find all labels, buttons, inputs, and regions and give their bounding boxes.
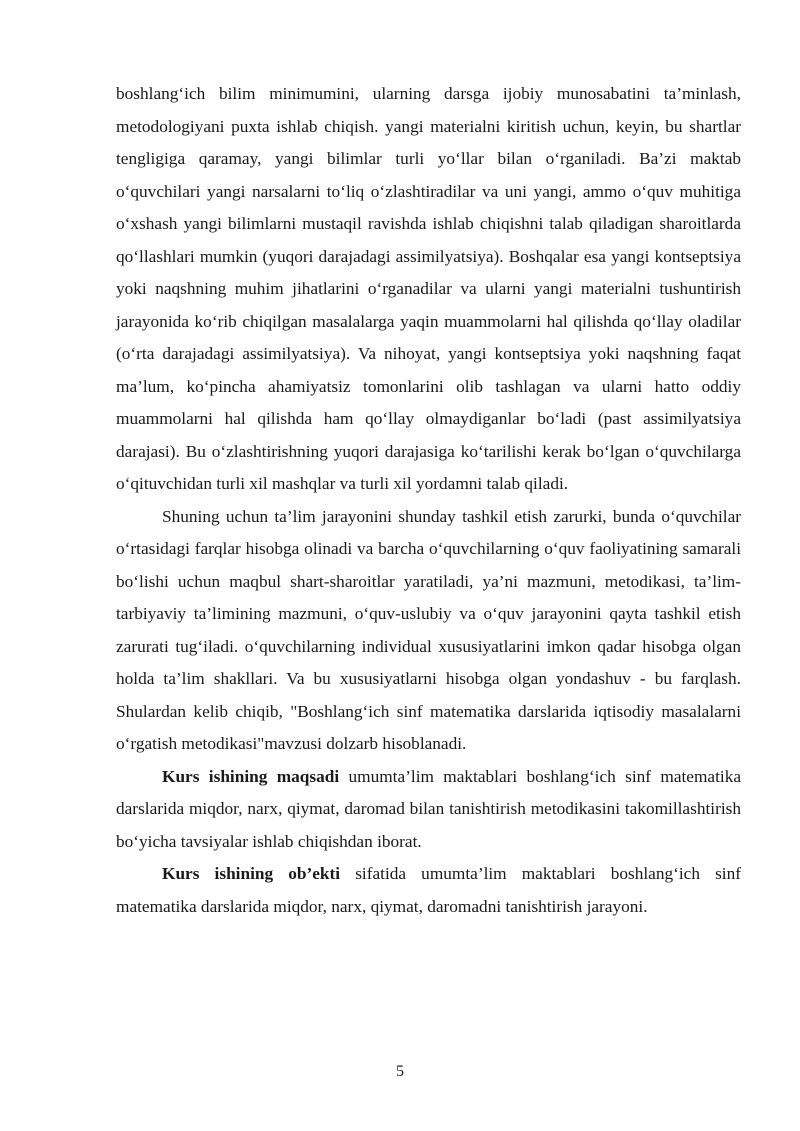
paragraph-text: boshlang‘ich bilim minimumini, ularning darsga ijobiy munosabatini ta’minlash, metodologiyani puxta ishlab chiqish. yangi materialni kiritish uchun, keyin, bu shartlar tengligiga qaramay, yangi bilimlar turli yo‘llar bilan o‘rganiladi. Ba’zi maktab o‘quvchilari yangi narsalarni to‘liq o‘zlashtiradilar va uni yangi, ammo o‘quv muhitiga o‘xshash yangi bilimlarni mustaqil ravishda ishlab chiqishni talab qiladigan sharoitlarda qo‘llashlari mumkin (yuqori darajadagi assimilyatsiya). Boshqalar esa yangi kontseptsiya yoki naqshning muhim jihatlarini o‘rganadilar va ularni yangi materialni tushuntirish jarayonida ko‘rib chiqilgan masalalarga yaqin muammolarni hal qilishda qo‘llay oladilar (o‘rta darajadagi assimilyatsiya). Va nihoyat, yangi kontseptsiya yoki naqshning faqat ma’lum, ko‘pincha ahamiyatsiz tomonlarini olib tashlagan va ularni hatto oddiy muammolarni hal qilishda ham qo‘llay olmaydiganlar bo‘ladi (past assimilyatsiya darajasi). Bu o‘zlashtirishning yuqori darajasiga ko‘tarilishi kerak bo‘lgan o‘quvchilarga o‘qituvchidan turli xil mashqlar va turli xil yordamni talab qiladi.: [116, 84, 741, 493]
paragraph-course-object: [116, 858, 741, 923]
document-body: [116, 78, 741, 923]
paragraph-heading-goal: Kurs ishining maqsadi: [162, 766, 340, 786]
paragraph-course-goal: [116, 761, 741, 859]
page-number: 5: [396, 1063, 404, 1080]
paragraph-text: umumta’lim maktablari boshlang‘ich sinf matematika darslarida miqdor, narx, qiymat, daromad bilan tanishtirish metodikasini takomillashtirish bo‘yicha tavsiyalar ishlab chiqishdan iborat.: [116, 766, 742, 851]
paragraph-heading-object: Kurs ishining ob’ekti: [162, 864, 341, 883]
paragraph-text: Shuning uchun ta’lim jarayonini shunday tashkil etish zarurki, bunda o‘quvchilar o‘rtasidagi farqlar hisobga olinadi va barcha o‘quvchilarning o‘quv faoliyatining samarali bo‘lishi uchun maqbul shart-sharoitlar yaratiladi, ya’ni mazmuni, metodikasi, ta’lim-tarbiyaviy ta’limining mazmuni, o‘quv-uslubiy va o‘quv jarayonini qayta tashkil etish zarurati tug‘iladi. o‘quvchilarning individual xususiyatlarini imkon qadar hisobga olgan holda ta’lim shakllari. Va bu xususiyatlarni hisobga olgan yondashuv - bu farqlash. Shulardan kelib chiqib, "Boshlang‘ich sinf matematika darslarida iqtisodiy masalalarni o‘rgatish metodikasi"mavzusi dolzarb hisoblanadi.: [116, 506, 741, 753]
paragraph-assimilation-levels: [116, 78, 741, 501]
paragraph-differentiation: [116, 501, 741, 761]
paragraph-text: sifatida umumta’lim maktablari boshlang‘ich sinf matematika darslarida miqdor, narx, qiymat, daromadni tanishtirish jarayoni.: [116, 864, 741, 916]
